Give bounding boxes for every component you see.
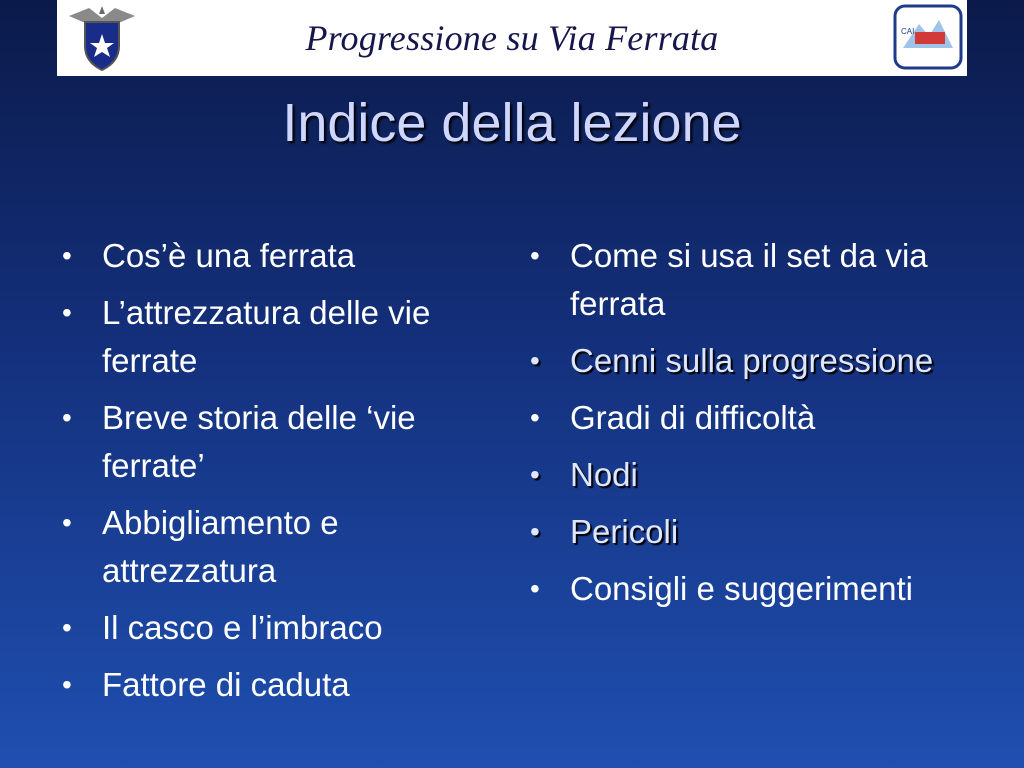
bullet-icon: • <box>62 240 72 271</box>
cai-section-badge-icon <box>893 4 963 70</box>
list-item-text: Fattore di caduta <box>102 666 350 703</box>
list-item-text: Cenni sulla progressione <box>570 342 934 379</box>
list-item <box>62 661 502 709</box>
list-item <box>530 232 970 328</box>
list-item <box>62 289 502 385</box>
list-item <box>62 499 502 595</box>
header-banner <box>57 0 967 76</box>
bullet-icon: • <box>530 345 540 376</box>
list-item-text: Consigli e suggerimenti <box>570 570 914 607</box>
list-item-text: Cos’è una ferrata <box>102 237 356 274</box>
bullet-icon: • <box>62 402 72 433</box>
bullet-list-left <box>62 232 502 718</box>
list-item <box>62 232 502 280</box>
bullet-icon: • <box>530 516 540 547</box>
badge-text: CAI <box>901 27 915 36</box>
list-item <box>530 337 970 385</box>
header-title: Progressione su Via Ferrata <box>305 18 719 58</box>
bullet-icon: • <box>62 297 72 328</box>
list-item-text: Abbigliamento e attrezzatura <box>102 504 339 589</box>
list-item-text: Come si usa il set da via ferrata <box>570 237 928 322</box>
list-item <box>62 604 502 652</box>
list-item-text: Breve storia delle ‘vie ferrate’ <box>102 399 416 484</box>
list-item-text: L’attrezzatura delle vie ferrate <box>102 294 431 379</box>
slide-title: Indice della lezione <box>282 93 742 153</box>
list-item-text: Pericoli <box>570 513 679 550</box>
list-item <box>530 565 970 613</box>
bullet-icon: • <box>62 507 72 538</box>
list-item <box>530 394 970 442</box>
list-item-text: Nodi <box>570 456 638 493</box>
bullet-icon: • <box>530 240 540 271</box>
bullet-icon: • <box>530 573 540 604</box>
list-item-text: Gradi di difficoltà <box>570 399 816 436</box>
bullet-icon: • <box>62 669 72 700</box>
list-item-text: Il casco e l’imbraco <box>102 609 383 646</box>
bullet-icon: • <box>530 402 540 433</box>
bullet-icon: • <box>530 459 540 490</box>
list-item <box>530 508 970 556</box>
bullet-icon: • <box>62 612 72 643</box>
list-item <box>530 451 970 499</box>
list-item <box>62 394 502 490</box>
bullet-list-right <box>530 232 970 622</box>
